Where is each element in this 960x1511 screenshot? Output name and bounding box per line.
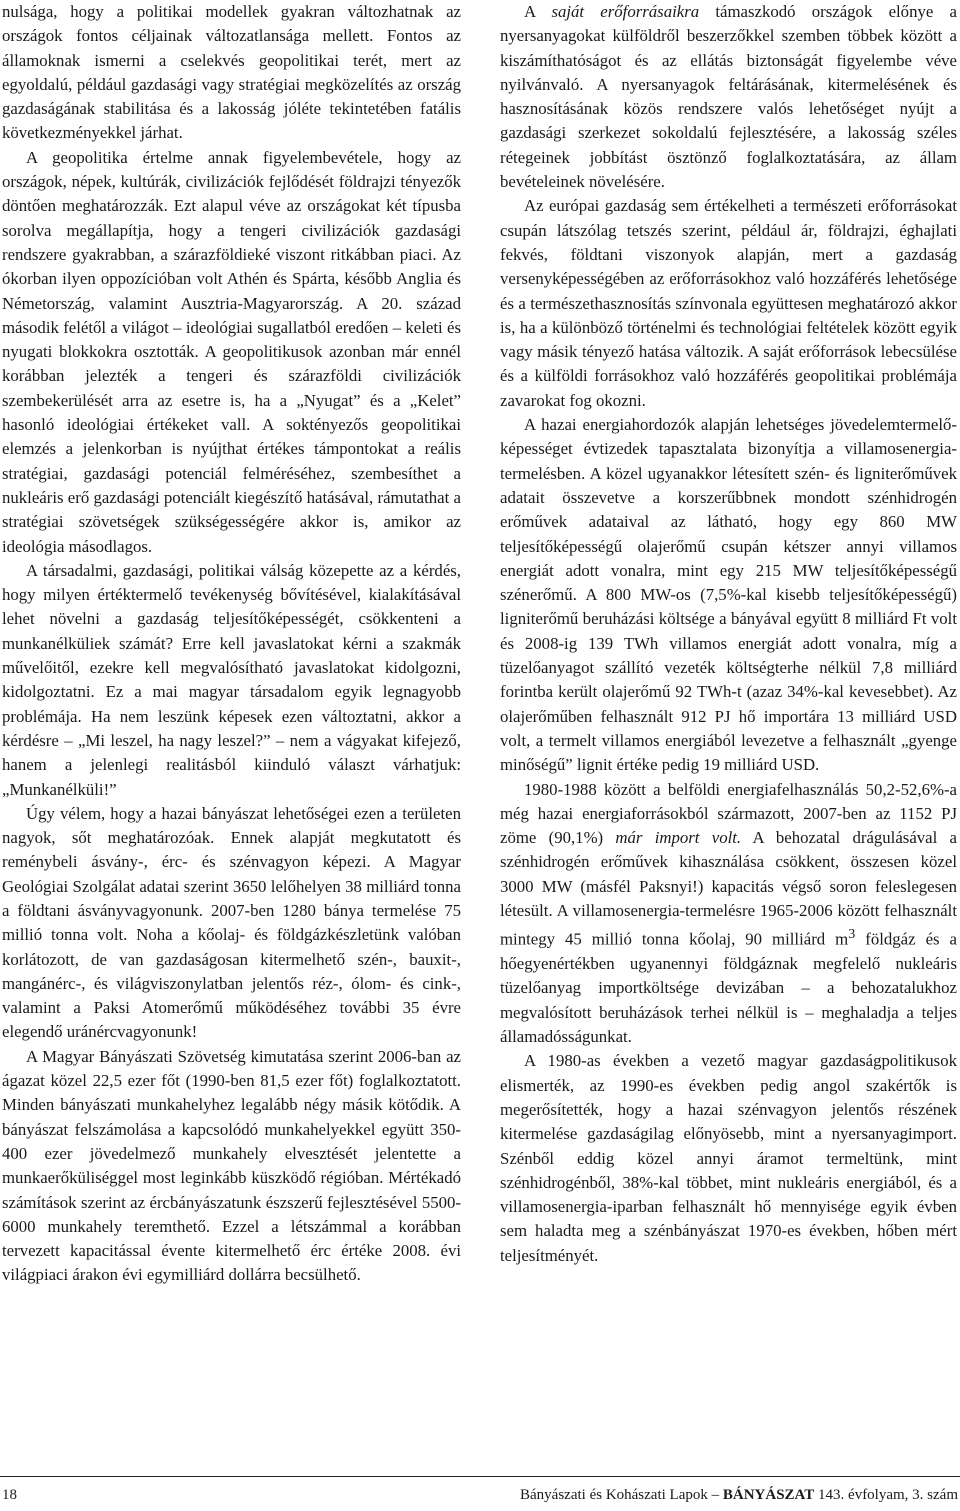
left-column <box>2 0 461 1288</box>
right-column <box>500 0 957 1268</box>
paragraph <box>500 778 957 1050</box>
paragraph <box>500 0 957 194</box>
paragraph: A 1980-as években a vezető magyar gazdaságpolitikusok elismerték, az 1990-es években pedig angol szakértők is megerősítették, hogy a hazai szénvagyon jelentős részének kitermelése gazdaságilag előnyösebb, mint a nyersanyagimport. Szénből eddig közel annyi áramot termeltünk, mint szénhidrogénből, 38%-kal többet, mint nukleáris energiából, és a villamosenergia-iparban felhasznált hő mennyisége egyik évben sem haladta meg a szénbányászat 1970-es években, hőben mért teljesítményét. <box>500 1051 957 1265</box>
text-run: 1980-1988 között a belföldi energiafelhasználás 50,2-52,6%-a még hazai energiaforrásokból származott, 2007-ben az 1152 PJ zöme (90,1%) <box>500 779 957 848</box>
text-run: A <box>524 2 552 21</box>
paragraph: A hazai energiahordozók alapján lehetséges jövedelemtermelő-képességet évtizedek tapasztalata bizonyítja a villamosenergia-termelésben. A közel ugyanakkor létesített szén- és ligniterőművek adatait összevetve a korszerűbbnek mondott szénhidrogén erőművek adataival az látható, hogy egy 860 MW teljesítőképességű olajerőmű csupán kétszer annyi villamos energiát adott vonalra, mint egy 215 MW teljesítőképességű szénerőmű. A 800 MW-os (7,5%-kal kisebb teljesítőképességű) ligniterőmű beruházási költsége a bányával együtt 8 milliárd Ft volt és 2008-ig 139 TWh villamos energiát adott vonalra, míg a tüzelőanyagot szállító vezeték költségterhe nélkül 7,8 milliárd forintba került olajerőmű 92 TWh-t (azaz 34%-kal kevesebbet). Az olajerőműben felhasznált 912 PJ hő importára 13 milliárd USD volt, a termelt villamos energiából levezetve a felhasznált „gyenge minőségű” lignit értéke pedig 19 milliárd USD. <box>500 415 957 775</box>
journal-suffix: 143. évfolyam, 3. szám <box>814 1487 958 1503</box>
footer-rule <box>0 1476 960 1477</box>
emphasis: saját erőforrásaikra <box>551 2 700 21</box>
text-run: A behozatal drágulásával a szénhidrogén erőművek kihasználása csökkent, összesen közel 3000 MW (másfél Paksnyi!) kapacitás végső soron feleslegesen létesült. A villamosenergia-termelésre 1965-2006 között felhasznált mintegy 45 millió tonna kőolaj, 90 milliárd m <box>500 828 957 949</box>
emphasis: már import volt. <box>615 828 742 848</box>
text-run: támaszkodó országok előnye a nyersanyagokat külföldről beszerzőkkel szemben többek között a kiszámíthatóságot és az ellátás biztonságát figyelembe véve nyilvánvaló. A nyersanyagok feltárásának, kitermelésének és hasznosításának közös rendszere valós lehetőséget nyújt a gazdasági szerkezet sokoldalú fejlesztésére, a lakosság széles rétegeinek jobbítást ösztönző foglalkoztatására, az állam bevételeinek növelésére. <box>500 2 957 192</box>
page-number: 18 <box>2 1487 17 1503</box>
superscript: 3 <box>848 927 856 943</box>
paragraph: A geopolitika értelme annak figyelembevétele, hogy az országok, népek, kultúrák, civilizációk fejlődését földrajzi tényezők döntően meghatározzák. Ezt alapul véve az országokat két típusba sorolva megállapítja, hogy a tengeri civilizációk gazdasági rendszere gyakrabban, a szárazföldieké viszont ritkábban piaci. Az ókorban ilyen oppozícióban volt Athén és Spárta, később Anglia és Németország, valamint Ausztria-Magyarország. A 20. század második felétől a világot – ideológiai sugallatból eredően – keleti és nyugati blokkokra osztották. A geopolitikusok azonban már ennél korábban jelezték a tengeri és szárazföldi civilizációk szembekerülését arra az esetre is, ha a „Nyugat” és a „Kelet” hasonló ideológiai értékeket vall. A soktényezős geopolitikai elemzés a jelenkorban is nyújthat értékes támpontokat a reális stratégiai, gazdasági potenciál felméréséhez, szembesíthet a nukleáris erő gazdasági potenciált kiegészítő hatásával, rámutathat a stratégiai szövetségek szükségességére akkor is, amikor az ideológia másodlagos. <box>2 147 461 556</box>
paragraph: nulsága, hogy a politikai modellek gyakran változhatnak az országok fontos céljainak változatlansága mellett. Fontos az államoknak ismerni a cselekvés geopolitikai terét, mert az egyoldalú, például gazdasági vagy stratégiai megközelítés az ország gazdaságának stabilitása és a lakosság jóléte tekintetében fatális következményekkel járhat. <box>2 2 461 143</box>
paragraph: A Magyar Bányászati Szövetség kimutatása szerint 2006-ban az ágazat közel 22,5 ezer főt (1990-ben 81,5 ezer főt) foglalkoztatott. Minden bányászati munkahelyhez legalább négy másik kötődik. A bányászat felszámolása a kapcsolódó munkahelyekkel együtt 350-400 ezer jövedelmező munkahely elvesztését jelentette a munkaerőküliséggel most leginkább küszködő régióban. Mértékadó számítások szerint az ércbányászatunk észszerű fejlesztésével 5500-6000 munkahely teremthető. Ezzel a létszámmal a korábban tervezett kapacitással évente kitermelhető érc értéke 2008. évi világpiaci árakon évi egymilliárd dollárra becsülhető. <box>2 1046 461 1285</box>
text-run: földgáz és a hőegyenértékben ugyanennyi földgáznak megfelelő nukleáris tüzelőanyag importköltsége devizában – a behozatalukhoz megvalósított beruházások terhei nélkül is – meghaladja a teljes államadósságunkat. <box>500 929 957 1047</box>
paragraph: Úgy vélem, hogy a hazai bányászat lehetőségei ezen a területen nagyok, sőt meghatározóak. Ennek alapját megkutatott és reménybeli ásvány-, érc- és szénvagyon képezi. A Magyar Geológiai Szolgálat adatai szerint 3650 lelőhelyen 38 milliárd tonna a földtani ásványvagyonunk. 2007-ben 1280 bánya termelése 75 millió tonna volt. Noha a kőolaj- és földgázkészletünk valóban korlátozott, de van gazdaságosan kitermelhető szén-, bauxit-, mangánérc-, és világviszonylatban jelentős réz-, ólom- és cink-, valamint a Paksi Atomerőmű működéséhez további 35 évre elegendő uránércvagyonunk! <box>2 803 461 1042</box>
paragraph: Az európai gazdaság sem értékelheti a természeti erőforrásokat csupán látszólag tetszés szerint, például ár, földrajzi, éghajlati fekvés, földtani viszonyok alapján, mert a gazdaság versenyképességében az erőforrásokhoz való hozzáférés lehetősége és a természethasznosítás színvonala együttesen meghatározó akkor is, ha a különböző történelmi és technológiai feltételek között egyik vagy másik tényező hatása változik. A saját erőforrások lebecsülése és a külföldi forrásokhoz való hozzáférés geopolitikai problémája zavarokat fog okozni. <box>500 196 957 410</box>
paragraph: A társadalmi, gazdasági, politikai válság közepette az a kérdés, hogy milyen értéktermelő tevékenység bővítésével, kialakításával lehet növelni a gazdaság teljesítőképességét, csökkenteni a munkanélküliek számát? Erre kell javaslatokat kérni a szakmák művelőitől, ezekre kell megvalósítható javaslatokat kidolgozni, kidolgoztatni. Ez a mai magyar társadalom egyik legnagyobb problémája. Ha nem leszünk képesek ezen változtatni, akkor a kérdésre – „Mi leszel, ha nagy leszel?” – nem a vágyakat kifejező, hanem a jelenlegi realitásból kiinduló választ várhatjuk: „Munkanélküli!” <box>2 560 461 799</box>
page-footer <box>0 1484 960 1508</box>
journal-brand: BÁNYÁSZAT <box>722 1487 815 1503</box>
journal-info <box>520 1484 958 1506</box>
journal-prefix: Bányászati és Kohászati Lapok – <box>520 1487 723 1503</box>
